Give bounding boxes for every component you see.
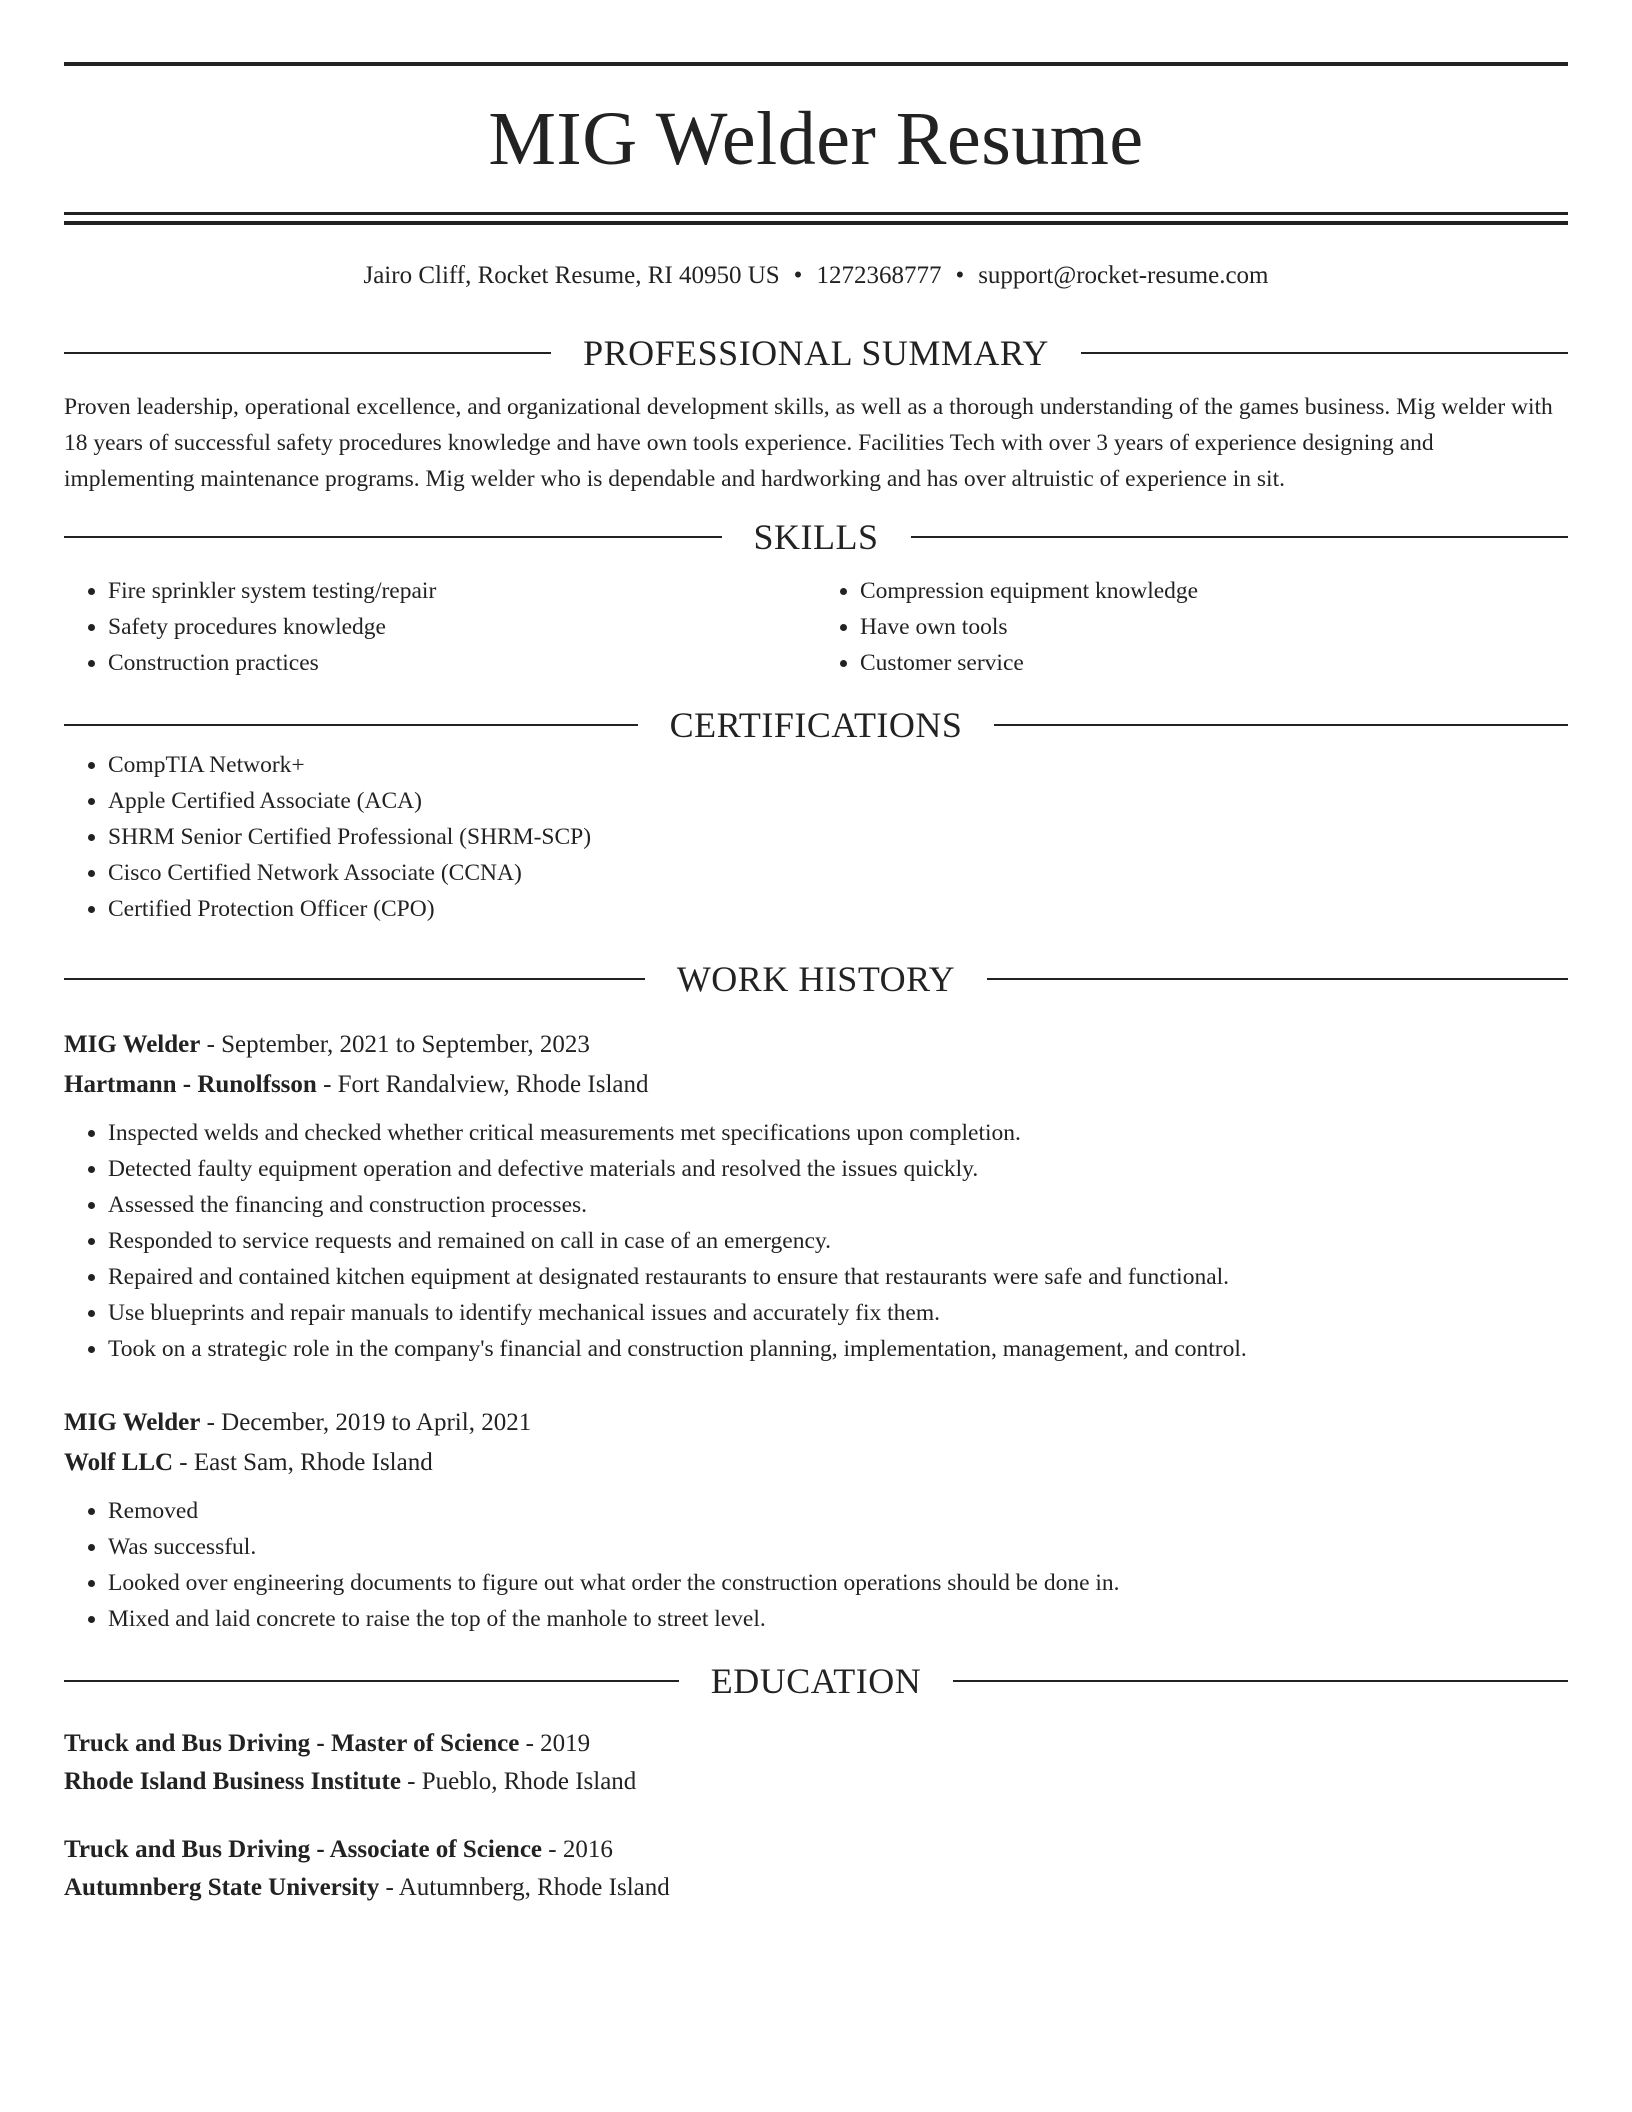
job-dates: - September, 2021 to September, 2023	[200, 1031, 590, 1058]
skill-item: • Safety procedures knowledge	[108, 609, 816, 645]
section-heading-summary	[64, 331, 1568, 375]
job-title-line	[64, 1025, 1568, 1065]
job-location: - East Sam, Rhode Island	[173, 1449, 433, 1476]
job-entry	[64, 1025, 1568, 1367]
section-heading-work-history	[64, 957, 1568, 1001]
graduation-year: - 2019	[519, 1730, 591, 1757]
heading-rule	[987, 978, 1568, 980]
heading-rule	[64, 352, 551, 354]
school-line	[64, 1869, 1568, 1907]
school-location: - Pueblo, Rhode Island	[400, 1768, 637, 1795]
job-entry	[64, 1403, 1568, 1637]
job-duty: • Repaired and contained kitchen equipment at designated restaurants to ensure that restaurants were safe and functional.	[108, 1259, 1568, 1295]
certification-item: • Apple Certified Associate (ACA)	[108, 783, 1568, 819]
job-title: MIG Welder	[64, 1409, 201, 1436]
education-entry	[64, 1831, 1568, 1907]
skill-item: • Construction practices	[108, 645, 816, 681]
certification-item: • CompTIA Network+	[108, 747, 1568, 783]
job-duty: • Detected faulty equipment operation and defective materials and resolved the issues quickly.	[108, 1151, 1568, 1187]
heading-rule	[994, 724, 1568, 726]
job-employer-line	[64, 1443, 1568, 1483]
top-rule	[64, 62, 1568, 66]
job-duty: • Assessed the financing and construction processes.	[108, 1187, 1568, 1223]
education-entry	[64, 1725, 1568, 1801]
job-duty: • Inspected welds and checked whether critical measurements met specifications upon completion.	[108, 1115, 1568, 1151]
skill-item: • Have own tools	[860, 609, 1568, 645]
heading-rule	[64, 978, 645, 980]
job-duty: • Removed	[108, 1493, 1568, 1529]
skill-item: • Fire sprinkler system testing/repair	[108, 573, 816, 609]
heading-rule	[64, 1680, 679, 1682]
school-line	[64, 1763, 1568, 1801]
graduation-year: - 2016	[542, 1836, 613, 1863]
job-employer: Hartmann - Runolfsson	[64, 1071, 317, 1098]
skills-column-left	[64, 573, 816, 681]
section-title: PROFESSIONAL SUMMARY	[583, 333, 1049, 373]
contact-separator: •	[955, 262, 965, 289]
skill-item: • Customer service	[860, 645, 1568, 681]
degree: Truck and Bus Driving - Master of Science	[64, 1730, 520, 1757]
section-heading-skills	[64, 515, 1568, 559]
certification-item: • SHRM Senior Certified Professional (SHRM-SCP)	[108, 819, 1568, 855]
school-name: Rhode Island Business Institute	[64, 1768, 401, 1795]
section-title: SKILLS	[753, 517, 879, 557]
section-title: EDUCATION	[710, 1661, 922, 1701]
certifications-list	[64, 747, 1568, 927]
job-employer-line	[64, 1065, 1568, 1105]
resume-title: MIG Welder Resume	[488, 97, 1144, 181]
contact-address: Jairo Cliff, Rocket Resume, RI 40950 US	[363, 262, 780, 289]
job-duty: • Mixed and laid concrete to raise the top of the manhole to street level.	[108, 1601, 1568, 1637]
job-location: - Fort Randalview, Rhode Island	[316, 1071, 649, 1098]
contact-separator: •	[793, 262, 803, 289]
job-title: MIG Welder	[64, 1031, 201, 1058]
skills-list	[64, 573, 1568, 681]
job-duty: • Took on a strategic role in the company's financial and construction planning, implementation, management, and control.	[108, 1331, 1568, 1367]
job-duties	[64, 1493, 1568, 1637]
section-heading-certifications	[64, 703, 1568, 747]
heading-rule	[64, 536, 722, 538]
job-duty: • Responded to service requests and remained on call in case of an emergency.	[108, 1223, 1568, 1259]
degree-line	[64, 1831, 1568, 1869]
certification-item: • Certified Protection Officer (CPO)	[108, 891, 1568, 927]
degree: Truck and Bus Driving - Associate of Science	[64, 1836, 543, 1863]
job-duty: • Was successful.	[108, 1529, 1568, 1565]
school-name: Autumnberg State University	[64, 1874, 380, 1901]
heading-rule	[911, 536, 1569, 538]
job-dates: - December, 2019 to April, 2021	[200, 1409, 532, 1436]
skills-column-right	[816, 573, 1568, 681]
contact-email[interactable]: support@rocket-resume.com	[978, 262, 1269, 289]
section-title: CERTIFICATIONS	[669, 705, 963, 745]
summary-text: Proven leadership, operational excellence, and organizational development skills, as well as a thorough understanding of the games business. Mig welder with 18 years of successful safety procedures knowledge and have own tools experience. Facilities Tech with over 3 years of experience designing and implementing maintenance programs. Mig welder who is dependable and hardworking and has over altruistic of experience in sit.	[64, 394, 1553, 492]
skill-item: • Compression equipment knowledge	[860, 573, 1568, 609]
job-duty: • Looked over engineering documents to figure out what order the construction operations should be done in.	[108, 1565, 1568, 1601]
job-employer: Wolf LLC	[64, 1449, 174, 1476]
school-location: - Autumnberg, Rhode Island	[379, 1874, 670, 1901]
section-heading-education	[64, 1659, 1568, 1703]
section-title: WORK HISTORY	[676, 959, 956, 999]
contact-line	[64, 261, 1568, 291]
contact-phone: 1272368777	[816, 262, 942, 289]
certification-item: • Cisco Certified Network Associate (CCNA)	[108, 855, 1568, 891]
heading-rule	[64, 724, 638, 726]
heading-rule	[953, 1680, 1568, 1682]
heading-rule	[1081, 352, 1568, 354]
job-duty: • Use blueprints and repair manuals to identify mechanical issues and accurately fix them.	[108, 1295, 1568, 1331]
job-duties	[64, 1115, 1568, 1367]
job-title-line	[64, 1403, 1568, 1443]
title-double-rule	[64, 212, 1568, 225]
degree-line	[64, 1725, 1568, 1763]
